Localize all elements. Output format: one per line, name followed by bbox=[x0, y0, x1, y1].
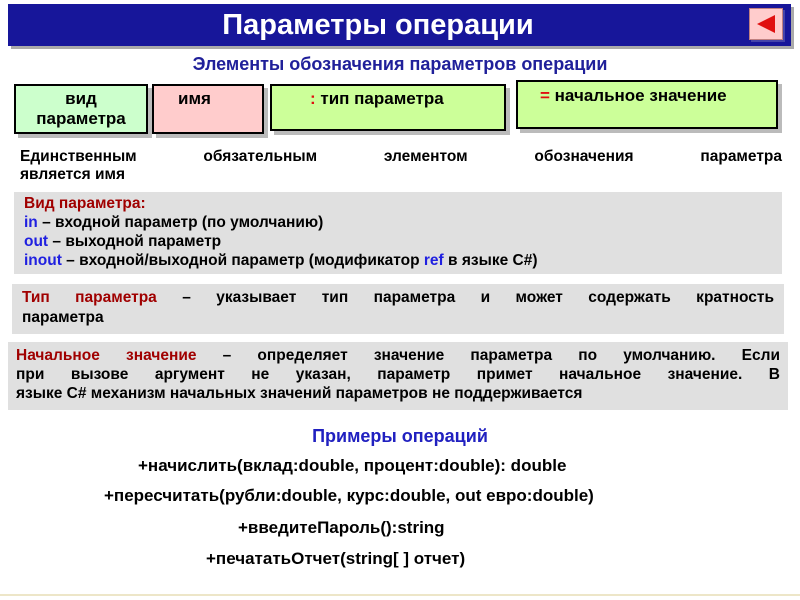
initial-note-line2: при вызове аргумент не указан, параметр примет начальное значение. В bbox=[16, 366, 780, 383]
kind-box-line2: параметра bbox=[36, 109, 126, 128]
bottom-divider bbox=[0, 594, 800, 596]
mandatory-note bbox=[20, 148, 782, 184]
initial-note-term: Начальное значение bbox=[16, 347, 197, 364]
initial-note-block bbox=[8, 342, 788, 410]
kind-box-line1: вид bbox=[65, 89, 97, 108]
type-box-prefix: : bbox=[310, 89, 316, 108]
initial-note-line1 bbox=[16, 346, 780, 365]
type-note-text: – указывает тип параметра и может содержать кратность bbox=[156, 289, 774, 306]
example-operation: +пересчитать(рубли:double, курс:double, out евро:double) bbox=[104, 486, 594, 505]
example-operation: +введитеПароль():string bbox=[238, 518, 445, 537]
type-note-term: Тип параметра bbox=[22, 289, 157, 306]
out-description: – выходной параметр bbox=[48, 233, 222, 250]
type-note-line2: параметра bbox=[22, 309, 104, 326]
mandatory-line2: является имя bbox=[20, 166, 126, 183]
mandatory-line1: Единственным обязательным элементом обозначения параметра bbox=[20, 148, 782, 165]
kind-box bbox=[14, 84, 148, 134]
example-operation: +начислить(вклад:double, процент:double): double bbox=[138, 456, 567, 475]
initial-value-box bbox=[516, 80, 778, 129]
kinds-heading: Вид параметра: bbox=[24, 195, 146, 212]
initial-value-prefix: = bbox=[540, 86, 550, 105]
section-subtitle: Элементы обозначения параметров операции bbox=[192, 54, 608, 74]
inout-tail: в языке C#) bbox=[443, 252, 538, 269]
name-box bbox=[152, 84, 264, 134]
type-box bbox=[270, 84, 506, 131]
kind-out-line bbox=[24, 232, 772, 251]
initial-note-line3: языке C# механизм начальных значений параметров не поддерживается bbox=[16, 385, 583, 402]
title-bar bbox=[8, 4, 791, 46]
out-keyword: out bbox=[24, 233, 49, 250]
type-note-line1 bbox=[22, 288, 774, 308]
initial-value-label: начальное значение bbox=[549, 86, 727, 105]
initial-note-text: – определяет значение параметра по умолчанию. Если bbox=[196, 347, 780, 364]
in-description: – входной параметр (по умолчанию) bbox=[37, 214, 324, 231]
in-keyword: in bbox=[24, 214, 38, 231]
triangle-left-icon bbox=[757, 15, 775, 33]
type-box-label: тип параметра bbox=[315, 89, 444, 108]
page-title: Параметры операции bbox=[222, 9, 534, 41]
kind-inout-line bbox=[24, 251, 772, 270]
example-operation: +печататьОтчет(string[ ] отчет) bbox=[206, 549, 466, 568]
inout-description: – входной/выходной параметр (модификатор bbox=[61, 252, 424, 269]
name-box-label: имя bbox=[178, 89, 211, 108]
kind-in-line bbox=[24, 213, 772, 232]
parameter-kinds-block bbox=[14, 192, 782, 274]
examples-title: Примеры операций bbox=[312, 426, 488, 446]
inout-keyword: inout bbox=[24, 252, 62, 269]
back-button[interactable] bbox=[749, 8, 783, 40]
ref-keyword: ref bbox=[423, 252, 444, 269]
type-note-block bbox=[12, 284, 784, 334]
